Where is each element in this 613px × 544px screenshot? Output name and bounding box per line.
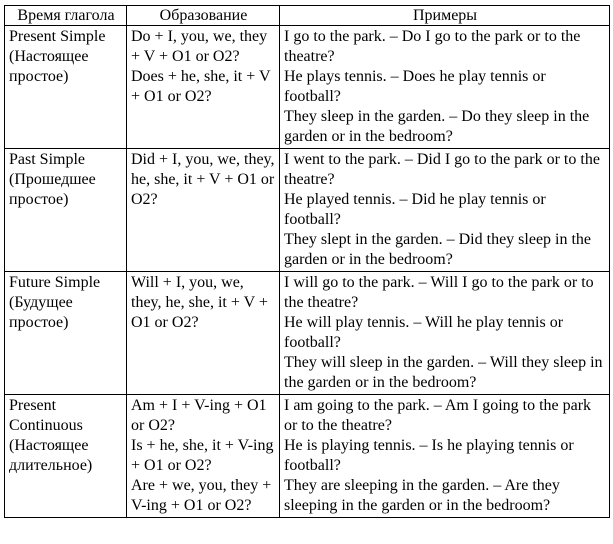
tense-name: Past Simple xyxy=(9,151,86,168)
tense-cell xyxy=(5,272,127,395)
tense-name: Continuous xyxy=(9,417,83,434)
example-sentence: He plays tennis. – Does he play tennis or football? xyxy=(284,68,546,105)
example-sentence: He played tennis. – Did he play tennis or football? xyxy=(284,191,546,228)
example-sentence: I will go to the park. – Will I go to the park or to the theatre? xyxy=(284,274,594,311)
header-row xyxy=(5,6,610,26)
formation-rule: Does + he, she, it + V + O1 or O2? xyxy=(131,68,271,105)
formation-cell xyxy=(127,272,280,395)
tense-cell xyxy=(5,395,127,518)
example-sentence: I go to the park. – Do I go to the park or to the theatre? xyxy=(284,28,581,65)
example-sentence: I am going to the park. – Am I going to the park or to the theatre? xyxy=(284,397,592,434)
examples-cell xyxy=(280,395,610,518)
tense-name: Present Simple xyxy=(9,28,106,45)
example-sentence: They slept in the garden. – Did they sleep in the garden or in the bedroom? xyxy=(284,231,592,268)
tense-translation: (Прошедшее xyxy=(9,171,96,188)
formation-cell xyxy=(127,395,280,518)
table-row xyxy=(5,149,610,272)
formation-rule: Will + I, you, we, they, he, she, it + V + O1 or O2? xyxy=(131,274,268,331)
tense-translation: (Будущее xyxy=(9,294,73,311)
example-sentence: They are sleeping in the garden. – Are they sleeping in the garden or in the bedroom? xyxy=(284,477,560,514)
examples-cell xyxy=(280,272,610,395)
grammar-table xyxy=(4,5,610,518)
tense-name: Present xyxy=(9,397,57,414)
formation-rule: Are + we, you, they + V-ing + O1 or O2? xyxy=(131,477,272,514)
tense-translation: простое) xyxy=(9,68,69,85)
table-row xyxy=(5,272,610,395)
example-sentence: He will play tennis. – Will he play tennis or football? xyxy=(284,314,564,351)
example-sentence: They sleep in the garden. – Do they sleep in the garden or in the bedroom? xyxy=(284,108,590,145)
example-sentence: He is playing tennis. – Is he playing tennis or football? xyxy=(284,437,574,474)
table-row xyxy=(5,26,610,149)
formation-rule: Am + I + V-ing + O1 or O2? xyxy=(131,397,267,434)
tense-cell xyxy=(5,149,127,272)
table-row xyxy=(5,395,610,518)
example-sentence: They will sleep in the garden. – Will they sleep in the garden or in the bedroom? xyxy=(284,354,603,391)
example-sentence: I went to the park. – Did I go to the park or to the theatre? xyxy=(284,151,600,188)
header-tense: Время глагола xyxy=(5,6,127,26)
formation-cell xyxy=(127,26,280,149)
formation-rule: Is + he, she, it + V-ing + O1 or O2? xyxy=(131,437,274,474)
formation-cell xyxy=(127,149,280,272)
tense-translation: простое) xyxy=(9,191,69,208)
tense-translation: (Настоящее xyxy=(9,437,89,454)
formation-rule: Did + I, you, we, they, he, she, it + V + O1 or O2? xyxy=(131,151,275,208)
tense-translation: простое) xyxy=(9,314,69,331)
tense-cell xyxy=(5,26,127,149)
tense-translation: (Настоящее xyxy=(9,48,89,65)
formation-rule: Do + I, you, we, they + V + O1 or O2? xyxy=(131,28,268,65)
examples-cell xyxy=(280,26,610,149)
tense-name: Future Simple xyxy=(9,274,101,291)
tense-translation: длительное) xyxy=(9,457,93,474)
header-formation: Образование xyxy=(127,6,280,26)
header-examples: Примеры xyxy=(280,6,610,26)
examples-cell xyxy=(280,149,610,272)
